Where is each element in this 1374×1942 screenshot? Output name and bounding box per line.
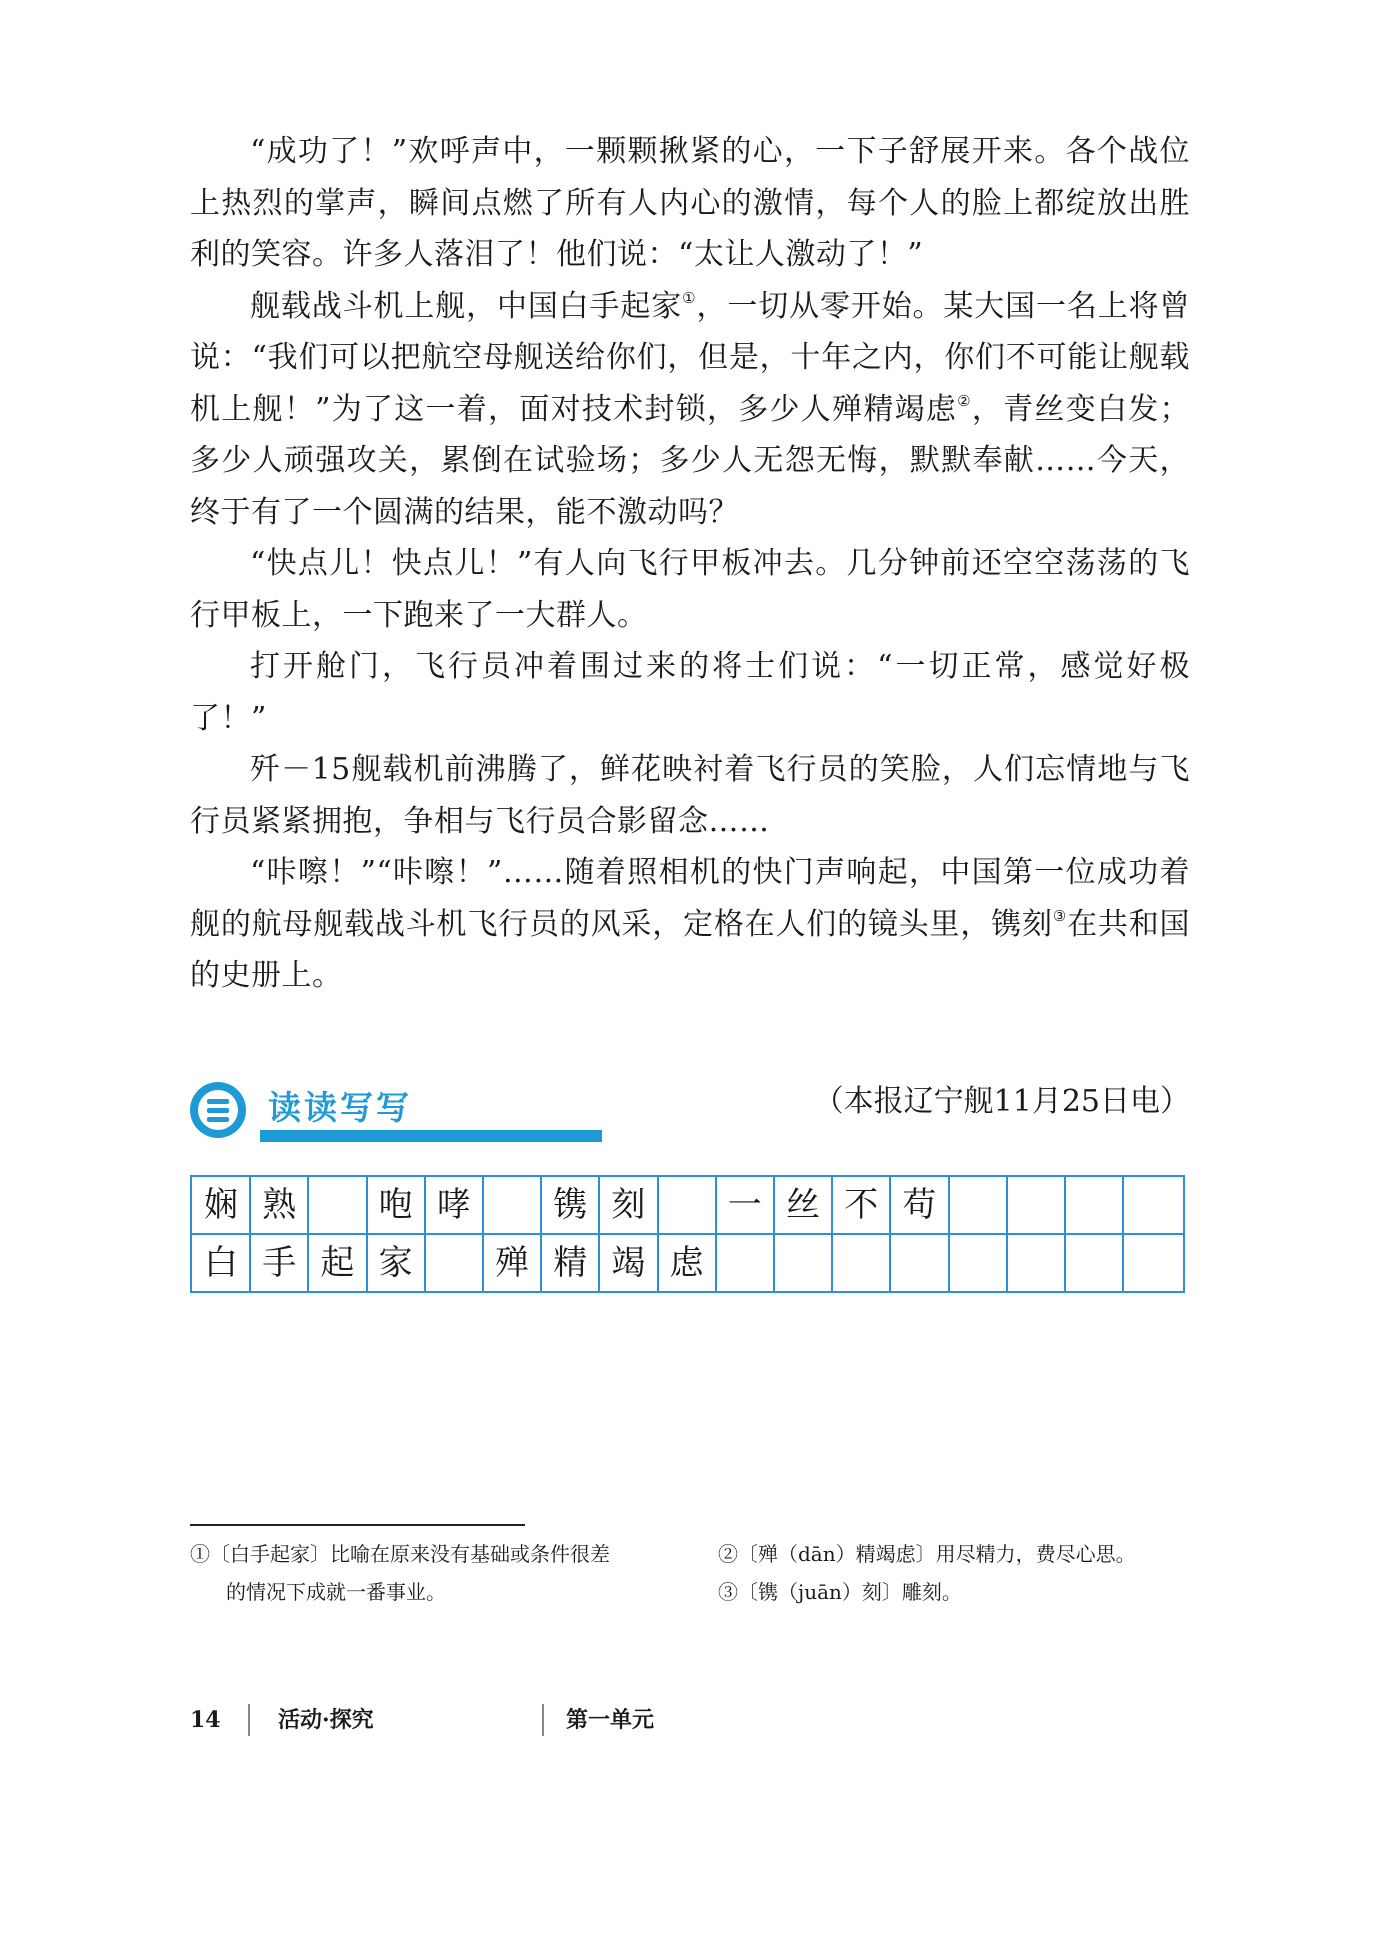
grid-cell [949, 1235, 1007, 1292]
paragraph-2-text-b: ，一切从零开始。某大国一名上将曾说：“我们可以把航空母舰送给你们，但是，十年之内，你们不可能让舰载机上舰！”为了这一着，面对技术封锁，多少人殚精竭虑 [190, 288, 1191, 427]
grid-cell [832, 1235, 890, 1292]
section-number-icon [190, 1082, 246, 1138]
grid-cell-divider [482, 1235, 484, 1292]
grid-cell-divider [424, 1235, 426, 1292]
grid-cell [1065, 1177, 1123, 1234]
grid-row-1 [192, 1177, 1183, 1234]
grid-cell: 咆 [378, 1185, 413, 1225]
grid-cell-divider [366, 1235, 368, 1292]
grid-cell: 家 [378, 1243, 413, 1283]
grid-cell-divider [831, 1177, 833, 1234]
paragraph-2-text-a: 舰载战斗机上舰，中国白手起家 [250, 288, 683, 324]
grid-cell: 不 [844, 1185, 879, 1225]
grid-cell: 娴 [204, 1185, 238, 1225]
grid-cell-divider [831, 1235, 833, 1292]
footnote-1-line-2: 的情况下成就一番事业。 [226, 1580, 446, 1604]
footnote-1 [190, 1535, 690, 1611]
section-title: 读读写写 [268, 1088, 412, 1127]
grid-cell-divider [889, 1177, 891, 1234]
grid-cell-divider [540, 1177, 542, 1234]
grid-cell: 殚 [495, 1243, 529, 1283]
grid-cell-divider [307, 1235, 309, 1292]
footnote-marker-1: ① [682, 288, 697, 307]
grid-cell [308, 1177, 366, 1234]
grid-cell: 苟 [902, 1185, 937, 1225]
grid-cell-divider [1122, 1177, 1124, 1234]
grid-cell: 哮 [436, 1185, 471, 1225]
writing-grid [190, 1175, 1185, 1293]
paragraph-6-text-b: 在共和国的史册上。 [190, 906, 1191, 993]
grid-cell [425, 1235, 483, 1292]
grid-cell: 镌 [553, 1185, 588, 1225]
grid-cell-divider [1064, 1235, 1066, 1292]
section-title-underline [260, 1130, 602, 1142]
footer-section-label: 活动·探究 [278, 1707, 374, 1733]
grid-cell-divider [249, 1177, 251, 1234]
grid-cell [774, 1235, 832, 1292]
footer-separator [248, 1704, 250, 1736]
paragraph-4: 打开舱门，飞行员冲着围过来的将士们说：“一切正常，感觉好极了！” [190, 649, 1190, 736]
grid-cell-divider [1122, 1235, 1124, 1292]
grid-cell [1123, 1235, 1181, 1292]
grid-cell: 起 [320, 1243, 355, 1283]
footnote-rule [190, 1524, 525, 1526]
grid-cell-divider [948, 1235, 950, 1292]
grid-cell: 白 [204, 1243, 238, 1283]
grid-cell [949, 1177, 1007, 1234]
grid-cell-divider [307, 1177, 309, 1234]
paragraph-2-text-c: ，青丝变白发；多少人顽强攻关，累倒在试验场；多少人无怨无悔，默默奉献……今天，终于有了一个圆满的结果，能不激动吗？ [190, 391, 1191, 530]
grid-cell-divider [540, 1235, 542, 1292]
grid-cell-divider [715, 1177, 717, 1234]
grid-cell: 竭 [611, 1243, 646, 1283]
grid-cell: 手 [262, 1243, 297, 1283]
grid-cell-divider [1064, 1177, 1066, 1234]
footnote-marker-3: ③ [1052, 906, 1068, 925]
grid-cell: 丝 [786, 1185, 820, 1225]
grid-cell: 刻 [611, 1185, 646, 1225]
grid-cell-divider [366, 1177, 368, 1234]
grid-cell-divider [1006, 1177, 1008, 1234]
grid-cell-divider [249, 1235, 251, 1292]
paragraph-6 [190, 847, 1190, 1002]
paragraph-5: 歼－15舰载机前沸腾了，鲜花映衬着飞行员的笑脸，人们忘情地与飞行员紧紧拥抱，争相与飞行员合影留念…… [190, 752, 1190, 839]
grid-cell: 熟 [262, 1185, 297, 1225]
grid-cell-divider [657, 1177, 659, 1234]
grid-cell-divider [598, 1235, 600, 1292]
grid-cell [1007, 1235, 1065, 1292]
footnote-3: ③〔镌（juān）刻〕雕刻。 [718, 1580, 962, 1604]
grid-cell-divider [482, 1177, 484, 1234]
grid-cell-divider [715, 1235, 717, 1292]
paragraph-3: “快点儿！快点儿！”有人向飞行甲板冲去。几分钟前还空空荡荡的飞行甲板上，一下跑来了一大群人。 [190, 546, 1190, 633]
footnote-marker-2: ② [957, 391, 972, 410]
paragraph-6-text-a: “咔嚓！”“咔嚓！”……随着照相机的快门声响起，中国第一位成功着舰的航母舰载战斗机飞行员的风采，定格在人们的镜头里，镌刻 [190, 855, 1190, 942]
grid-cell [1007, 1177, 1065, 1234]
grid-cell [483, 1177, 541, 1234]
grid-cell: 虑 [669, 1243, 704, 1283]
footnote-1-line-1: ①〔白手起家〕比喻在原来没有基础或条件很差 [190, 1542, 610, 1566]
grid-cell-divider [948, 1177, 950, 1234]
page-number: 14 [190, 1707, 221, 1733]
dateline: （本报辽宁舰11月25日电） [813, 1084, 1190, 1119]
grid-cell [1065, 1235, 1123, 1292]
footer-unit-label: 第一单元 [566, 1707, 655, 1733]
footer-separator [542, 1704, 544, 1736]
grid-cell-divider [1006, 1235, 1008, 1292]
grid-cell-divider [773, 1235, 775, 1292]
grid-cell-divider [424, 1177, 426, 1234]
paragraph-2 [190, 281, 1190, 539]
grid-cell: 一 [727, 1185, 762, 1225]
page-footer [190, 1700, 1190, 1740]
grid-cell-divider [657, 1235, 659, 1292]
grid-cell-divider [773, 1177, 775, 1234]
grid-cell-divider [889, 1235, 891, 1292]
grid-cell: 精 [553, 1243, 588, 1283]
grid-row-2 [192, 1235, 1183, 1292]
grid-cell [716, 1235, 774, 1292]
footnote-2: ②〔殚（dān）精竭虑〕用尽精力，费尽心思。 [718, 1542, 1136, 1566]
grid-cell [1123, 1177, 1181, 1234]
grid-cell [890, 1235, 948, 1292]
grid-cell [658, 1177, 716, 1234]
grid-cell-divider [598, 1177, 600, 1234]
paragraph-1: “成功了！”欢呼声中，一颗颗揪紧的心，一下子舒展开来。各个战位上热烈的掌声，瞬间点燃了所有人内心的激情，每个人的脸上都绽放出胜利的笑容。许多人落泪了！他们说：“太让人激动了！” [190, 134, 1190, 272]
